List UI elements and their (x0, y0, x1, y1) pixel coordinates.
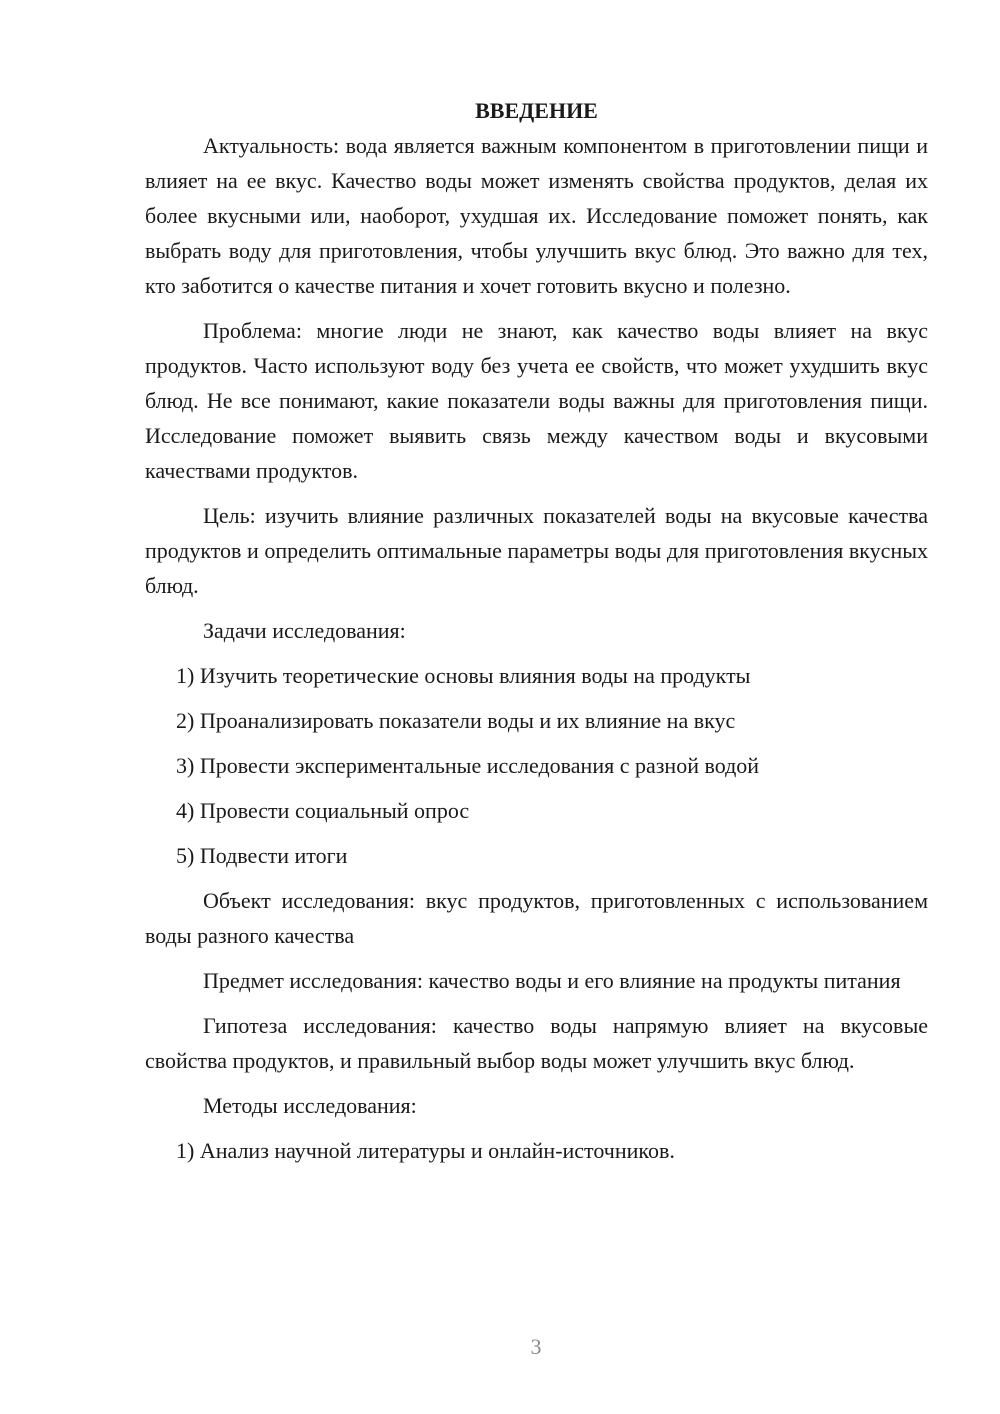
section-title: ВВЕДЕНИЕ (475, 98, 598, 123)
relevance-paragraph: Актуальность: вода является важным компонентом в приготовлении пищи и влияет на ее вкус. Качество воды может изменять свойства продуктов, делая их более вкусными или, наоборот, ухудшая их. Исследование поможет понять, как выбрать воду для приготовления, чтобы улучшить вкус блюд. Это важно для тех, кто заботится о качестве питания и хочет готовить вкусно и полезно. (145, 133, 928, 298)
object-paragraph: Объект исследования: вкус продуктов, приготовленных с использованием воды разного качества (145, 888, 928, 948)
methods-heading: Методы исследования: (203, 1093, 417, 1118)
list-item: 4) Провести социальный опрос (176, 798, 470, 823)
list-item: 1) Изучить теоретические основы влияния воды на продукты (176, 663, 751, 688)
problem-paragraph: Проблема: многие люди не знают, как качество воды влияет на вкус продуктов. Часто используют воду без учета ее свойств, что может ухудшить вкус блюд. Не все понимают, какие показатели воды важны для приготовления пищи. Исследование поможет выявить связь между качеством воды и вкусовыми качествами продуктов. (145, 318, 928, 483)
goal-paragraph: Цель: изучить влияние различных показателей воды на вкусовые качества продуктов и определить оптимальные параметры воды для приготовления вкусных блюд. (145, 503, 928, 598)
list-item: 1) Анализ научной литературы и онлайн-источников. (176, 1138, 675, 1163)
tasks-heading: Задачи исследования: (203, 618, 406, 643)
list-item: 2) Проанализировать показатели воды и их влияние на вкус (176, 708, 736, 733)
list-item: 5) Подвести итоги (176, 843, 348, 868)
methods-list (145, 1133, 928, 1168)
list-item: 3) Провести экспериментальные исследования с разной водой (176, 753, 760, 778)
page-content (145, 93, 928, 1178)
page-number: 3 (530, 1334, 542, 1359)
hypothesis-paragraph: Гипотеза исследования: качество воды напрямую влияет на вкусовые свойства продуктов, и правильный выбор воды может улучшить вкус блюд. (145, 1013, 928, 1073)
tasks-list (145, 658, 928, 873)
subject-paragraph: Предмет исследования: качество воды и его влияние на продукты питания (203, 968, 901, 993)
